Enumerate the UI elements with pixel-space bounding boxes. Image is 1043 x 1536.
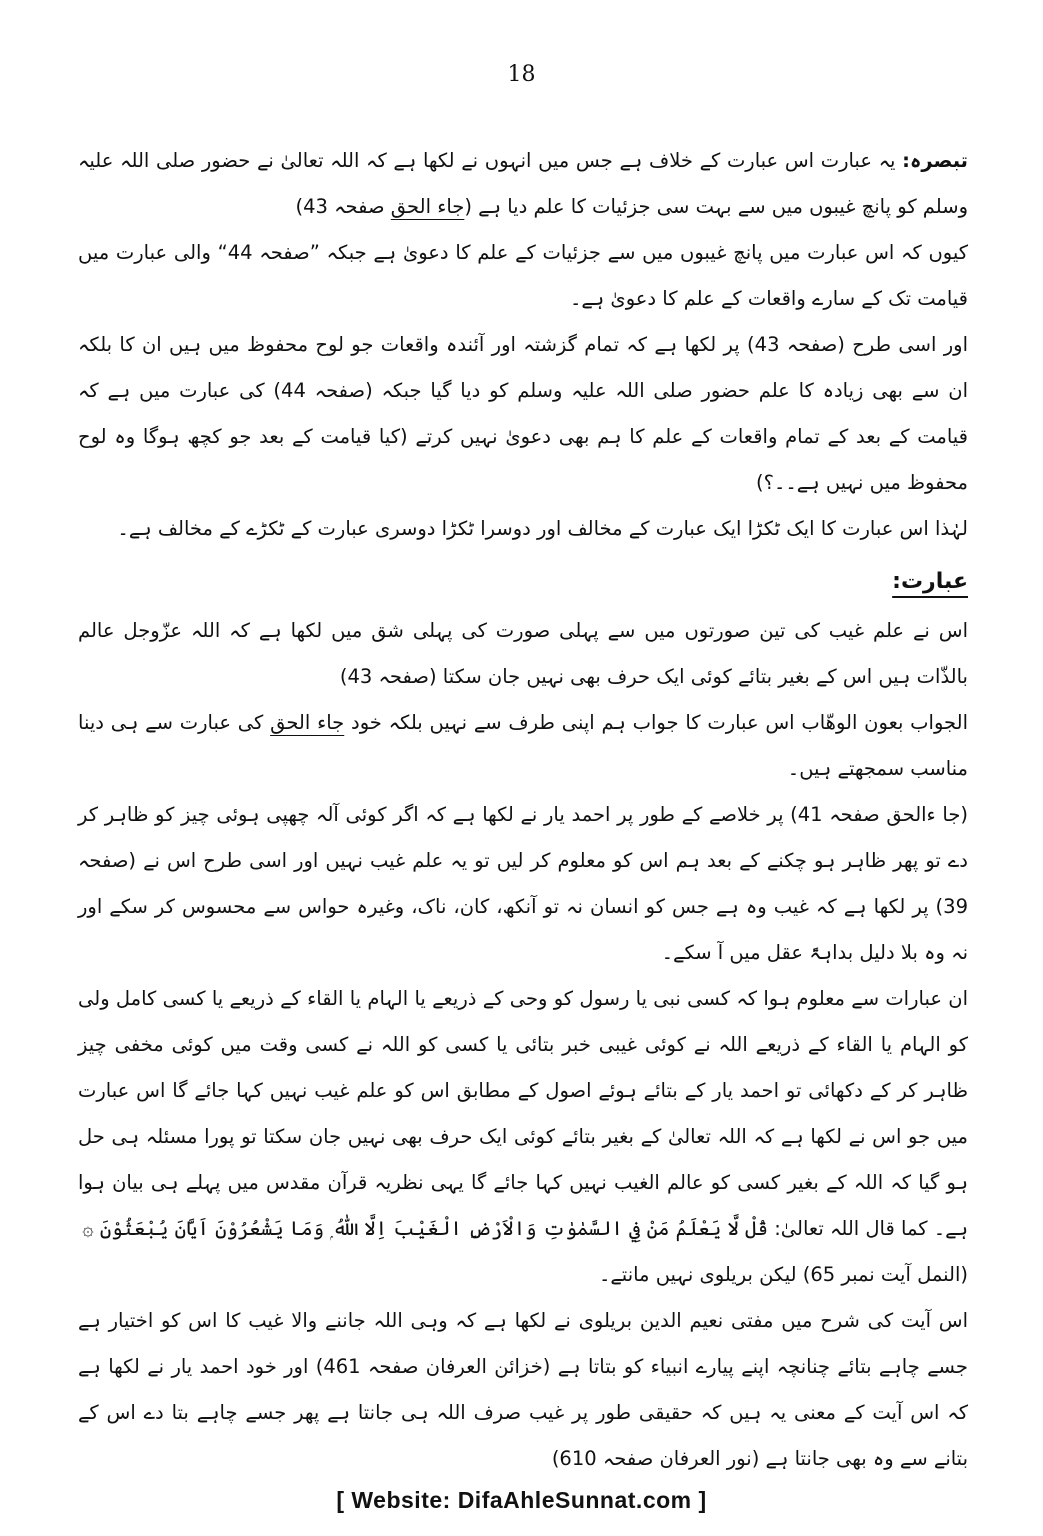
paragraph-answer xyxy=(78,700,968,792)
quran-verse: قُلْ لَّا يَعْلَمُ مَنْ فِي السَّمٰوٰتِ وَالْاَرْضِ الْغَيْبَ اِلَّا اللّٰهُ ۭ وَمَا يَشْعُرُوْنَ اَيَّانَ يُبْعَثُوْنَ ۞ xyxy=(82,1217,769,1240)
document-body xyxy=(78,138,968,1482)
book-reference: جاء الحق xyxy=(270,711,345,734)
page-number: 18 xyxy=(507,62,536,87)
paragraph: لہٰذا اس عبارت کا ایک ٹکڑا ایک عبارت کے مخالف اور دوسرا ٹکڑا دوسری عبارت کے ٹکڑے کے مخالف ہے۔ xyxy=(117,517,968,540)
paragraph: (جا ءالحق صفحہ 41) پر خلاصے کے طور پر احمد یار نے لکھا ہے کہ اگر کوئی آلہ چھپی ہوئی چیز کو ظاہر کر دے تو پھر ظاہر ہو چکنے کے بعد ہم اس کو معلوم کر لیں تو یہ علم غیب نہیں اور اسی طرح اس نے (صفحہ 39) پر لکھا ہے کہ غیب وہ ہے جس کو انسان نہ تو آنکھ، کان، ناک، وغیرہ حواس سے محسوس کر سکے اور نہ وہ بلا دلیل بداہۃً عقل میں آ سکے۔ xyxy=(78,803,968,964)
section-heading-text: عبارت: xyxy=(892,569,968,594)
paragraph: اور اسی طرح (صفحہ 43) پر لکھا ہے کہ تمام گزشتہ اور آئندہ واقعات جو لوح محفوظ میں ہیں ان کا بلکہ ان سے بھی زیادہ کا علم حضور صلی اللہ علیہ وسلم کو دیا گیا جبکہ (صفحہ 44) کی عبارت میں ہے کہ قیامت کے بعد کے تمام واقعات کے علم کا ہم بھی دعویٰ نہیں کرتے (کیا قیامت کے بعد جو کچھ ہوگا وہ لوح محفوظ میں نہیں ہے۔۔؟) xyxy=(78,333,969,494)
paragraph-text: کی عبارت سے ہی دینا مناسب سمجھتے ہیں۔ xyxy=(78,711,968,780)
paragraph: اس نے علم غیب کی تین صورتوں میں سے پہلی صورت کی پہلی شق میں لکھا ہے کہ اللہ عزّوجل عالم بالذّات ہیں اس کے بغیر بتائے کوئی ایک حرف بھی نہیں جان سکتا (صفحہ 43) xyxy=(78,619,968,688)
paragraph-text: صفحہ 43) xyxy=(295,195,391,218)
tabsara-label: تبصرہ: xyxy=(902,149,968,172)
paragraph-with-verse xyxy=(78,976,968,1252)
paragraph-text: ان عبارات سے معلوم ہوا کہ کسی نبی یا رسول کو وحی کے ذریعے یا الہام یا القاء کے ذریعے یا کسی کامل ولی کو الہام یا القاء کے ذریعے اللہ نے کوئی غیبی خبر بتائی یا کسی کو اللہ نے کسی وقت میں کوئی مخفی چیز ظاہر کر کے دکھائی تو احمد یار کے بتائے ہوئے اصول کے مطابق اس کو علم غیب نہیں کہا جائے گا اس عبارت میں جو اس نے لکھا ہے کہ اللہ تعالیٰ کے بغیر بتائے کوئی ایک حرف بھی نہیں جان سکتا تو پورا مسئلہ ہی حل ہو گیا کہ اللہ کے بغیر کسی کو عالم الغیب نہیں کہا جائے گا یہی نظریہ قرآن مقدس میں پہلے ہی بیان ہوا ہے۔ کما قال اللہ تعالیٰ: xyxy=(78,987,968,1240)
section-heading xyxy=(78,556,968,608)
paragraph-text: الجواب بعون الوھّاب اس عبارت کا جواب ہم اپنی طرف سے نہیں بلکہ خود xyxy=(344,711,968,734)
paragraph: (النمل آیت نمبر 65) لیکن بریلوی نہیں مانتے۔ xyxy=(598,1263,968,1286)
paragraph-text: یہ عبارت اس عبارت کے خلاف ہے جس میں انہوں نے لکھا ہے کہ اللہ تعالیٰ نے حضور صلی اللہ علیہ وسلم کو پانچ غیبوں میں سے بہت سی جزئیات کا علم دیا ہے ( xyxy=(78,149,968,218)
book-reference: جاء الحق xyxy=(390,195,465,218)
website-footer: [ Website: DifaAhleSunnat.com ] xyxy=(336,1487,707,1513)
paragraph: کیوں کہ اس عبارت میں پانچ غیبوں میں سے جزئیات کے علم کا دعویٰ ہے جبکہ ”صفحہ 44“ والی عبارت میں قیامت تک کے سارے واقعات کے علم کا دعویٰ ہے۔ xyxy=(78,241,969,310)
paragraph: اس آیت کی شرح میں مفتی نعیم الدین بریلوی نے لکھا ہے کہ وہی اللہ جاننے والا غیب کا اس کو اختیار ہے جسے چاہے بتائے چنانچہ اپنے پیارے انبیاء کو بتاتا ہے (خزائن العرفان صفحہ 461) اور خود احمد یار نے لکھا ہے کہ اس آیت کے معنی یہ ہیں کہ حقیقی طور پر غیب صرف اللہ ہی جانتا ہے پھر جسے چاہے بتا دے اس کے بتانے سے وہ بھی جانتا ہے (نور العرفان صفحہ 610) xyxy=(78,1309,968,1470)
paragraph-tabsara xyxy=(78,138,968,230)
